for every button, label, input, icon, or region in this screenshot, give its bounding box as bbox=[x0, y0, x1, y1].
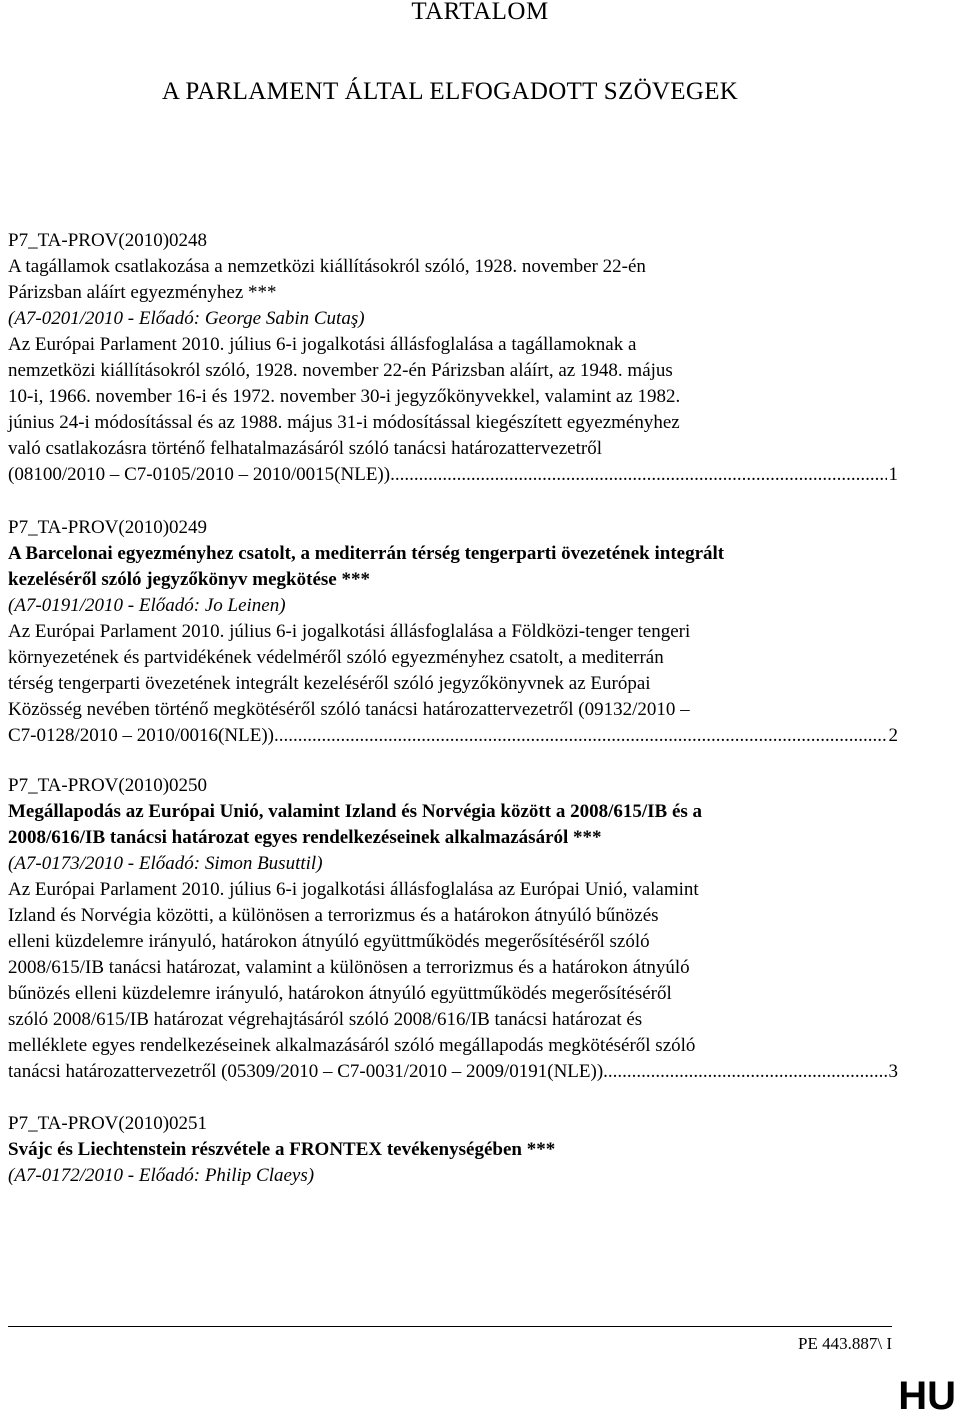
entry-description-line: melléklete egyes rendelkezéseinek alkalmazásáról szóló megállapodás megkötéséről szóló bbox=[8, 1035, 696, 1056]
entry-reference: (A7-0173/2010 - Előadó: Simon Busuttil) bbox=[8, 853, 323, 874]
entry-description-line: Izland és Norvégia közötti, a különösen a terrorizmus és a határokon átnyúló bűnözés bbox=[8, 905, 659, 926]
page-number[interactable]: 1 bbox=[888, 464, 898, 485]
entry-description-line: Közösség nevében történő megkötéséről szóló tanácsi határozattervezetről (09132/2010 – bbox=[8, 699, 690, 720]
entry-description-line: való csatlakozásra történő felhatalmazásáról szóló tanácsi határozattervezetről bbox=[8, 438, 602, 459]
entry-description-line: nemzetközi kiállításokról szóló, 1928. november 22-én Párizsban aláírt, az 1948. május bbox=[8, 360, 673, 381]
page-number[interactable]: 2 bbox=[888, 725, 898, 746]
footer-divider bbox=[8, 1326, 892, 1327]
entry-description-last-line[interactable] bbox=[8, 1059, 898, 1085]
entry-description-line: 2008/615/IB tanácsi határozat, valamint a különösen a terrorizmus és a határokon átnyúló bbox=[8, 957, 690, 978]
entry-title-line: 2008/616/IB tanácsi határozat egyes rendelkezéseinek alkalmazásáról *** bbox=[8, 827, 602, 848]
entry-description-line: június 24-i módosítással és az 1988. május 31-i módosítással kiegészített egyezményhez bbox=[8, 412, 680, 433]
entry-title-line: kezeléséről szóló jegyzőkönyv megkötése *** bbox=[8, 569, 370, 590]
entry-description-line: 10-i, 1966. november 16-i és 1972. november 30-i jegyzőkönyvekkel, valamint az 1982. bbox=[8, 386, 681, 407]
entry-description-last-line[interactable] bbox=[8, 462, 898, 488]
entry-description-line: elleni küzdelemre irányuló, határokon átnyúló együttműködés megerősítéséről szóló bbox=[8, 931, 650, 952]
toc-entry bbox=[8, 228, 898, 488]
entry-description-last-line[interactable] bbox=[8, 723, 898, 749]
entry-title-line: A tagállamok csatlakozása a nemzetközi kiállításokról szóló, 1928. november 22-én bbox=[8, 256, 646, 277]
entry-description-line: szóló 2008/615/IB határozat végrehajtásáról szóló 2008/616/IB tanácsi határozat és bbox=[8, 1009, 643, 1030]
entry-reference: (A7-0172/2010 - Előadó: Philip Claeys) bbox=[8, 1165, 315, 1186]
dot-leader bbox=[390, 462, 886, 488]
toc-entry bbox=[8, 773, 898, 1085]
entry-description-text: (08100/2010 – C7-0105/2010 – 2010/0015(NLE)) bbox=[8, 464, 391, 485]
entry-reference: (A7-0191/2010 - Előadó: Jo Leinen) bbox=[8, 595, 286, 616]
entry-code: P7_TA-PROV(2010)0250 bbox=[8, 775, 208, 796]
entry-description-line: térség tengerparti övezetének integrált kezeléséről szóló jegyzőkönyvnek az Európai bbox=[8, 673, 651, 694]
entry-code: P7_TA-PROV(2010)0249 bbox=[8, 517, 208, 538]
toc-entry bbox=[8, 1111, 898, 1189]
entry-description-line: Az Európai Parlament 2010. július 6-i jogalkotási állásfoglalása a tagállamoknak a bbox=[8, 334, 637, 355]
entry-description-line: Az Európai Parlament 2010. július 6-i jogalkotási állásfoglalása az Európai Unió, valamint bbox=[8, 879, 699, 900]
entry-code: P7_TA-PROV(2010)0251 bbox=[8, 1113, 208, 1134]
page-number[interactable]: 3 bbox=[888, 1061, 898, 1082]
section-heading: A PARLAMENT ÁLTAL ELFOGADOTT SZÖVEGEK bbox=[161, 78, 739, 105]
entry-description-text: tanácsi határozattervezetről (05309/2010 – C7-0031/2010 – 2009/0191(NLE)) bbox=[8, 1061, 604, 1082]
document-reference: PE 443.887\ I bbox=[798, 1334, 892, 1353]
entry-code: P7_TA-PROV(2010)0248 bbox=[8, 230, 208, 251]
entry-description-line: Az Európai Parlament 2010. július 6-i jogalkotási állásfoglalása a Földközi-tenger tengeri bbox=[8, 621, 691, 642]
entry-title-line: Megállapodás az Európai Unió, valamint Izland és Norvégia között a 2008/615/IB és a bbox=[8, 801, 703, 822]
entry-title-line: A Barcelonai egyezményhez csatolt, a mediterrán térség tengerparti övezetének integrált bbox=[8, 543, 725, 564]
entry-title-line: Párizsban aláírt egyezményhez *** bbox=[8, 282, 277, 303]
entry-description-line: bűnözés elleni küzdelemre irányuló, határokon átnyúló együttműködés megerősítéséről bbox=[8, 983, 672, 1004]
entry-description-line: környezetének és partvidékének védelméről szóló egyezményhez csatolt, a mediterrán bbox=[8, 647, 664, 668]
entry-description-text: C7-0128/2010 – 2010/0016(NLE)) bbox=[8, 725, 274, 746]
toc-entry bbox=[8, 515, 898, 749]
language-code: HU bbox=[898, 1374, 956, 1418]
page-title: TARTALOM bbox=[411, 0, 549, 25]
dot-leader bbox=[603, 1059, 886, 1085]
entry-title-line: Svájc és Liechtenstein részvétele a FRONTEX tevékenységében *** bbox=[8, 1139, 556, 1160]
entry-reference: (A7-0201/2010 - Előadó: George Sabin Cutaş) bbox=[8, 308, 365, 329]
dot-leader bbox=[274, 723, 887, 749]
